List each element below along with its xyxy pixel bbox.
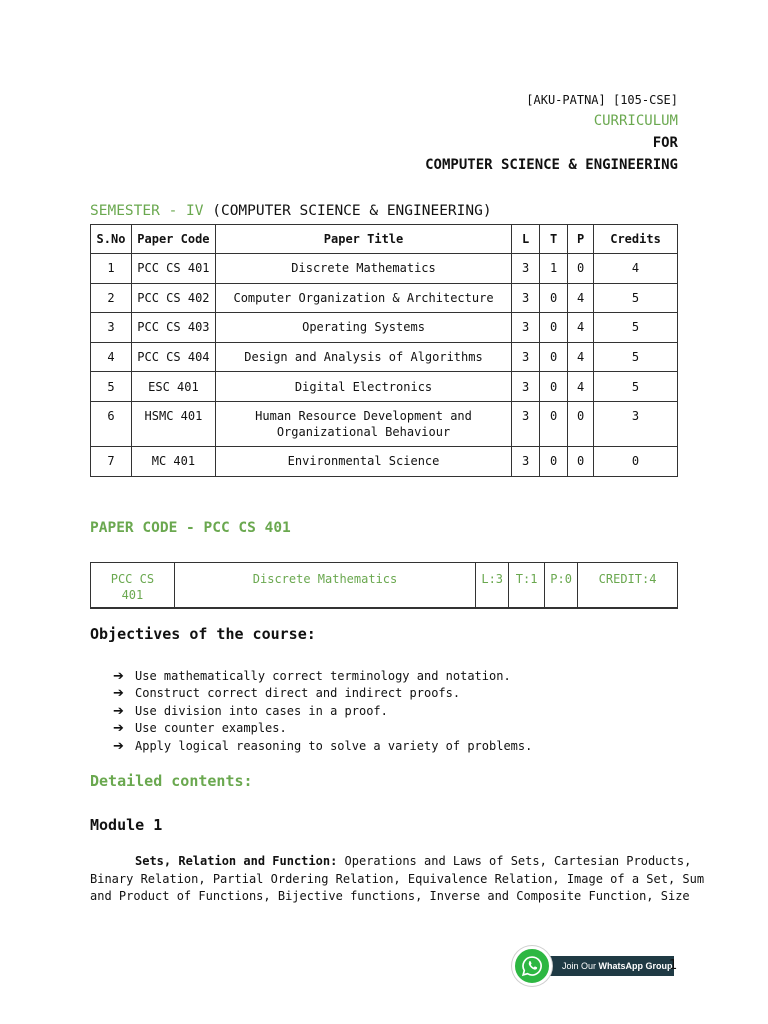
- header-department: COMPUTER SCIENCE & ENGINEERING: [425, 157, 678, 173]
- cell-p: 4: [568, 372, 594, 402]
- cell-l: 3: [512, 446, 540, 476]
- cell-title-line: Human Resource Development and: [255, 408, 472, 423]
- content-line: and Product of Functions, Bijective functions, Inverse and Composite Function, Size: [90, 889, 690, 903]
- module-heading: Module 1: [90, 816, 163, 834]
- cell-l: 3: [512, 283, 540, 313]
- whatsapp-group-badge[interactable]: [512, 946, 673, 986]
- cell-code: PCC CS 404: [131, 342, 215, 372]
- objective-text: Use division into cases in a proof.: [135, 703, 388, 718]
- cell-sno: 7: [91, 446, 132, 476]
- cell-t: 0: [540, 372, 568, 402]
- paper-code-heading: PAPER CODE - PCC CS 401: [90, 520, 291, 536]
- paper-title-cell: Discrete Mathematics: [174, 563, 475, 608]
- table-row: [91, 446, 678, 476]
- cell-p: 4: [568, 342, 594, 372]
- whatsapp-badge-prefix: Join Our: [562, 961, 599, 971]
- table-row: [91, 342, 678, 372]
- col-p: P: [568, 225, 594, 254]
- cell-credits: 4: [594, 254, 678, 284]
- cell-code: PCC CS 403: [131, 313, 215, 343]
- paper-code-line: PCC CS: [110, 572, 155, 586]
- table-row: [91, 283, 678, 313]
- cell-l: 3: [512, 313, 540, 343]
- objective-text: Use mathematically correct terminology and notation.: [135, 669, 511, 683]
- cell-t: 0: [540, 342, 568, 372]
- cell-title: Design and Analysis of Algorithms: [215, 342, 511, 372]
- cell-sno: 5: [91, 372, 132, 402]
- table-row: [91, 372, 678, 402]
- cell-code: HSMC 401: [131, 401, 215, 446]
- header-curriculum: CURRICULUM: [593, 113, 678, 129]
- cell-p: 4: [568, 283, 594, 313]
- cell-credits: 3: [594, 401, 678, 446]
- col-sno: S.No: [91, 225, 132, 254]
- table-row: [91, 254, 678, 284]
- semester-dept: (COMPUTER SCIENCE & ENGINEERING): [203, 203, 492, 219]
- cell-code: PCC CS 402: [131, 283, 215, 313]
- semester-heading: [90, 202, 492, 220]
- col-paper-title: Paper Title: [215, 225, 511, 254]
- cell-t: 0: [540, 283, 568, 313]
- detailed-contents-heading: Detailed contents:: [90, 772, 253, 790]
- header-code: [AKU-PATNA] [105-CSE]: [526, 93, 678, 107]
- cell-l: 3: [512, 401, 540, 446]
- cell-sno: 6: [91, 401, 132, 446]
- cell-credits: 5: [594, 283, 678, 313]
- cell-title-line: Organizational Behaviour: [276, 424, 451, 439]
- cell-p: 0: [568, 446, 594, 476]
- cell-title: Digital Electronics: [215, 372, 511, 402]
- cell-sno: 3: [91, 313, 132, 343]
- table-row: [91, 401, 678, 446]
- cell-p: 0: [568, 254, 594, 284]
- semester-label: SEMESTER - IV: [90, 203, 204, 219]
- cell-credits: 5: [594, 372, 678, 402]
- paper-code-line: 401: [121, 588, 144, 602]
- cell-title: Environmental Science: [215, 446, 511, 476]
- paper-credit-cell: CREDIT:4: [578, 563, 678, 608]
- arrow-icon: ➔: [113, 686, 124, 702]
- list-item: [113, 703, 532, 720]
- list-item: [113, 738, 532, 755]
- whatsapp-badge-bold: WhatsApp Group: [598, 961, 673, 971]
- objectives-list: [113, 668, 532, 755]
- content-text: Operations and Laws of Sets, Cartesian Products,: [337, 854, 692, 868]
- cell-credits: 5: [594, 342, 678, 372]
- paper-code-cell: [91, 563, 175, 608]
- cell-t: 0: [540, 401, 568, 446]
- paper-t-cell: T:1: [509, 563, 545, 608]
- cell-sno: 4: [91, 342, 132, 372]
- whatsapp-badge-text: [544, 956, 674, 976]
- list-item: [113, 668, 532, 685]
- col-l: L: [512, 225, 540, 254]
- cell-t: 0: [540, 446, 568, 476]
- header-for: FOR: [652, 135, 678, 151]
- cell-credits: 0: [594, 446, 678, 476]
- cell-title: Computer Organization & Architecture: [215, 283, 511, 313]
- col-credits: Credits: [594, 225, 678, 254]
- objective-text: Use counter examples.: [135, 721, 287, 736]
- topic-label: Sets, Relation and Function:: [135, 854, 338, 868]
- cell-code: ESC 401: [131, 372, 215, 402]
- cell-l: 3: [512, 254, 540, 284]
- cell-l: 3: [512, 372, 540, 402]
- paper-row: [91, 563, 678, 608]
- arrow-icon: ➔: [113, 703, 124, 719]
- paper-l-cell: L:3: [476, 563, 509, 608]
- cell-l: 3: [512, 342, 540, 372]
- cell-sno: 2: [91, 283, 132, 313]
- content-line: [90, 853, 692, 871]
- objectives-heading: Objectives of the course:: [90, 625, 316, 643]
- table-row: [91, 313, 678, 343]
- cell-title: [215, 401, 511, 446]
- col-paper-code: Paper Code: [131, 225, 215, 254]
- page-number: 1: [669, 958, 678, 973]
- semester-table: [90, 224, 678, 477]
- cell-code: PCC CS 401: [131, 254, 215, 284]
- paper-p-cell: P:0: [545, 563, 578, 608]
- objective-text: Apply logical reasoning to solve a variety of problems.: [135, 738, 533, 753]
- cell-t: 0: [540, 313, 568, 343]
- cell-credits: 5: [594, 313, 678, 343]
- list-item: [113, 685, 532, 702]
- arrow-icon: ➔: [113, 669, 124, 684]
- cell-title: Operating Systems: [215, 313, 511, 343]
- cell-code: MC 401: [131, 446, 215, 476]
- module-content: [90, 853, 705, 906]
- content-line: Binary Relation, Partial Ordering Relation, Equivalence Relation, Image of a Set, Sum: [90, 871, 705, 886]
- document-header: [425, 92, 678, 176]
- cell-sno: 1: [91, 254, 132, 284]
- cell-p: 4: [568, 313, 594, 343]
- arrow-icon: ➔: [113, 738, 124, 754]
- list-item: [113, 720, 532, 737]
- paper-table: [90, 562, 678, 609]
- whatsapp-icon: [512, 946, 552, 986]
- cell-title: Discrete Mathematics: [215, 254, 511, 284]
- objective-text: Construct correct direct and indirect proofs.: [135, 686, 461, 701]
- cell-t: 1: [540, 254, 568, 284]
- table-header-row: [91, 225, 678, 254]
- col-t: T: [540, 225, 568, 254]
- arrow-icon: ➔: [113, 721, 124, 737]
- cell-p: 0: [568, 401, 594, 446]
